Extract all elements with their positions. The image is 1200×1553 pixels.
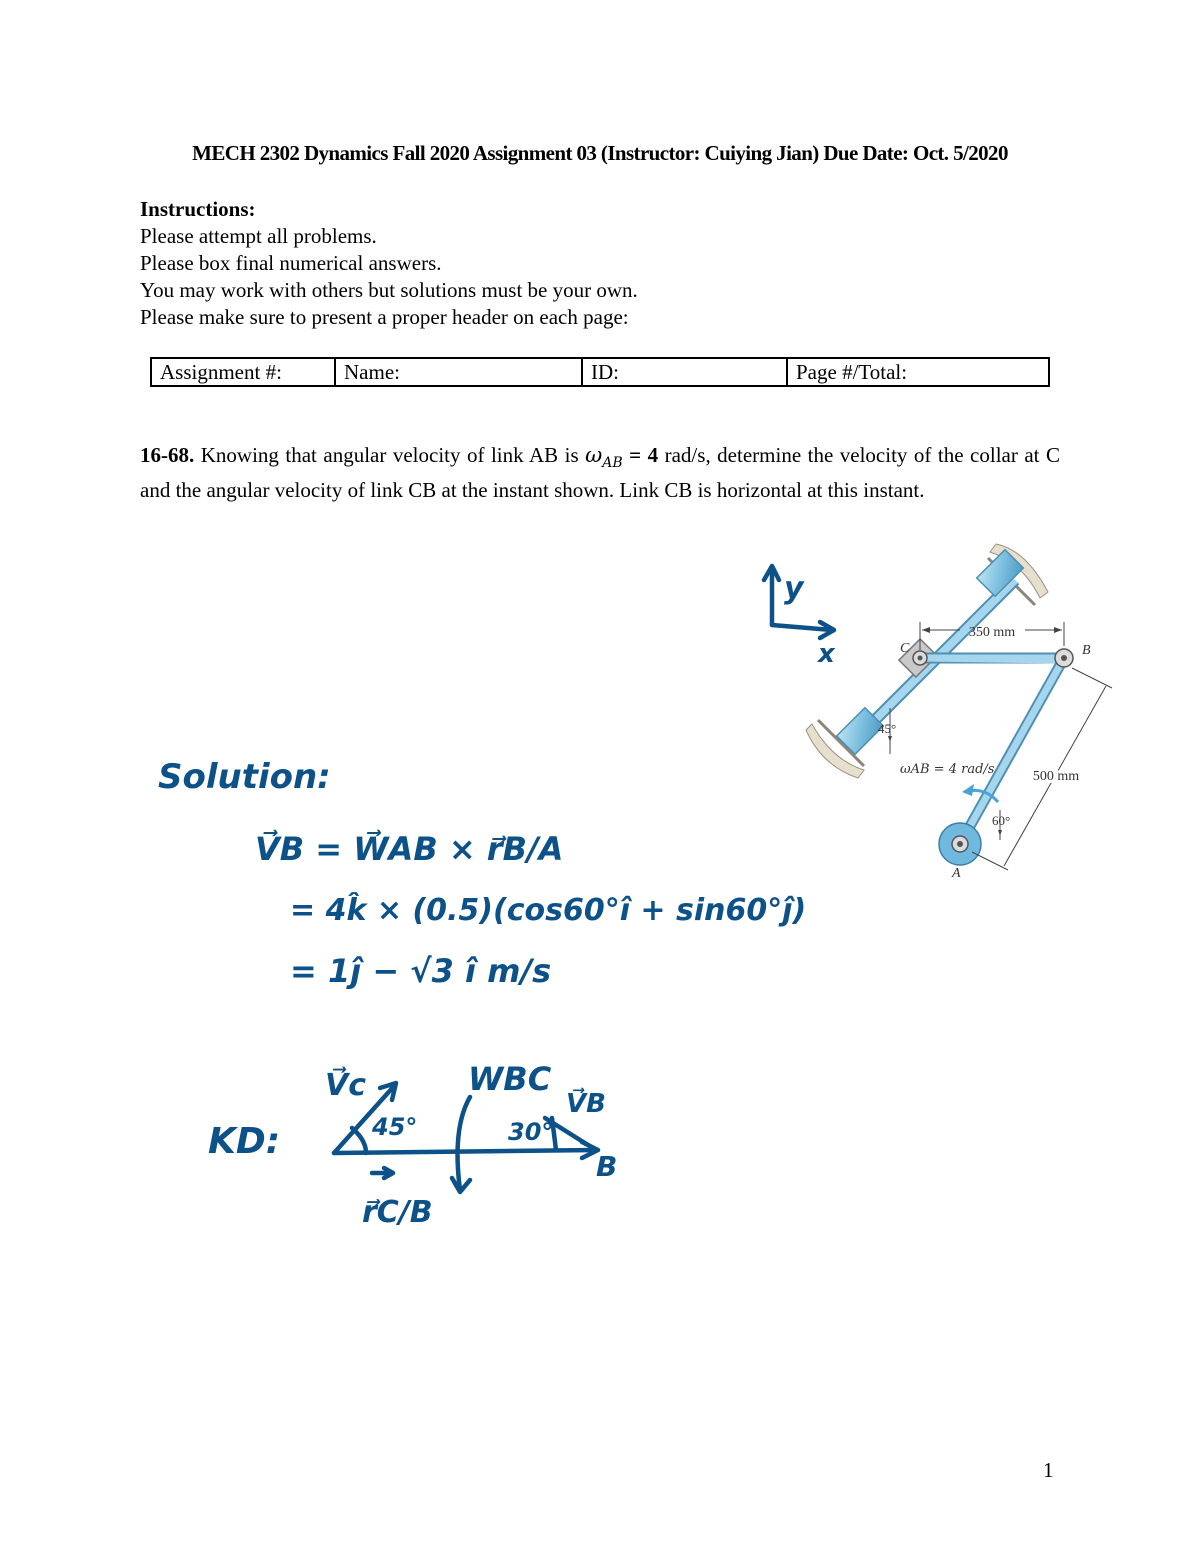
- label-b: B: [1082, 643, 1091, 658]
- hand-angle-45: 45°: [372, 1113, 418, 1141]
- instruction-line: You may work with others but solutions must be your own.: [140, 278, 638, 302]
- hand-axis-y: y: [784, 571, 804, 606]
- header-cell-id: ID:: [582, 358, 787, 386]
- hand-angle-30: 30°: [508, 1118, 554, 1146]
- header-cell-name: Name:: [335, 358, 582, 386]
- document-title: MECH 2302 Dynamics Fall 2020 Assignment 03 (Instructor: Cuiying Jian) Due Date: Oct. 5/2020: [192, 141, 1008, 165]
- hand-b-label: B: [596, 1150, 618, 1183]
- problem-text-after: rad/s, determine the velocity of the collar at C and the angular velocity of link CB at the instant shown. Link CB is horizontal at this instant.: [140, 443, 1060, 503]
- hand-axes: [764, 566, 836, 669]
- label-a: A: [952, 866, 961, 881]
- label-c: C: [900, 641, 910, 656]
- header-cell-page: Page #/Total:: [787, 358, 1049, 386]
- hand-rcb-label: r⃗C/B: [362, 1195, 433, 1230]
- hand-equation-1: V⃗B = W⃗AB × r⃗B/A: [255, 830, 564, 868]
- angle-45-label: 45°: [878, 721, 897, 736]
- hand-equation-3: = 1ĵ − √3 î m/s: [290, 952, 552, 990]
- page-number: 1: [1043, 1458, 1054, 1482]
- instruction-line: Please make sure to present a proper header on each page:: [140, 305, 629, 329]
- omega-subscript: AB: [602, 455, 623, 472]
- hand-equation-2: = 4k̂ × (0.5)(cos60°î + sin60°ĵ): [290, 893, 807, 928]
- omega-value: = 4: [622, 443, 659, 467]
- hand-kd-label: KD:: [208, 1121, 281, 1162]
- hand-solution-label: Solution:: [158, 757, 331, 797]
- header-cell-assignment: Assignment #:: [151, 358, 335, 386]
- instruction-line: Please attempt all problems.: [140, 224, 377, 248]
- dimension-cb-label: 350 mm: [968, 625, 1016, 640]
- problem-number: 16-68.: [140, 443, 195, 467]
- hand-wbc-label: WBC: [468, 1060, 552, 1098]
- omega-label: ωAB = 4 rad/s: [900, 762, 995, 777]
- hand-vb-label: V⃗B: [566, 1089, 606, 1119]
- dimension-ab-label: 500 mm: [1032, 769, 1080, 784]
- problem-text-before: Knowing that angular velocity of link AB is: [194, 443, 586, 467]
- hand-vc-label: V⃗c: [325, 1068, 367, 1103]
- instruction-line: Please box final numerical answers.: [140, 251, 442, 275]
- omega-symbol: ω: [585, 443, 603, 467]
- instructions-heading: Instructions:: [140, 197, 256, 221]
- hand-axis-x: x: [818, 639, 835, 669]
- angle-60-label: 60°: [992, 813, 1011, 828]
